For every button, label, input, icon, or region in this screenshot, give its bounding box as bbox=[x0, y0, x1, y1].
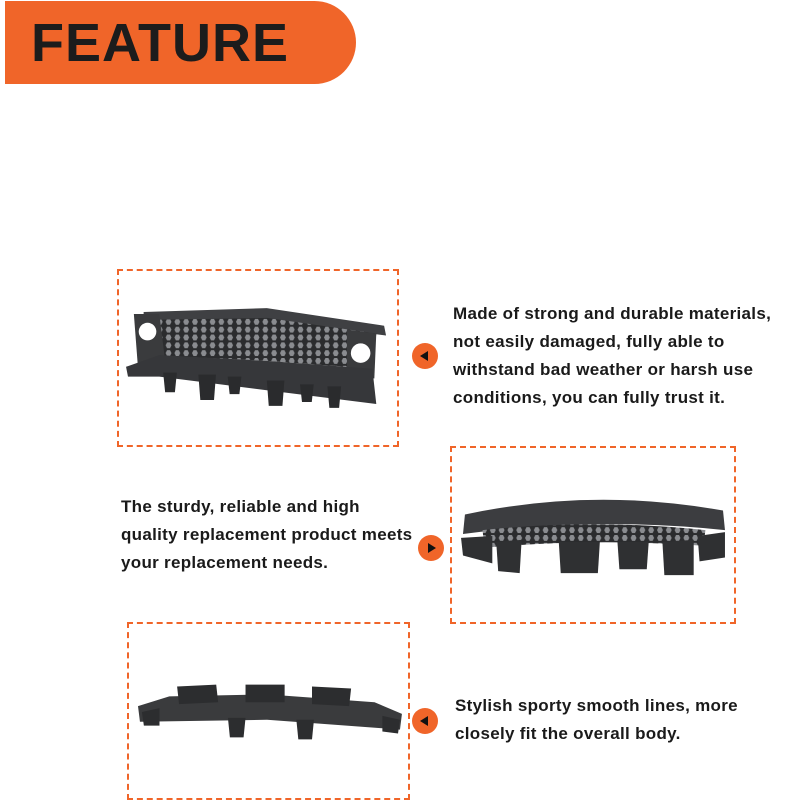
banner-title: FEATURE bbox=[31, 13, 289, 73]
grille-top-view-image bbox=[452, 448, 734, 622]
feature-description: The sturdy, reliable and high quality replacement product meets your replacement needs. bbox=[121, 497, 413, 572]
product-image-frame bbox=[127, 622, 410, 800]
feature-description: Made of strong and durable materials, not easily damaged, fully able to withstand bad weather or harsh use conditions, you can fully trust it. bbox=[453, 304, 772, 407]
right-arrow-icon bbox=[418, 535, 444, 561]
product-image-frame bbox=[117, 269, 399, 447]
grille-front-view-image bbox=[119, 271, 397, 445]
left-arrow-icon bbox=[412, 708, 438, 734]
product-image-frame bbox=[450, 446, 736, 624]
feature-banner bbox=[5, 1, 356, 84]
grille-bottom-view-image bbox=[129, 624, 408, 798]
feature-description: Stylish sporty smooth lines, more closely fit the overall body. bbox=[455, 696, 738, 743]
left-arrow-icon bbox=[412, 343, 438, 369]
